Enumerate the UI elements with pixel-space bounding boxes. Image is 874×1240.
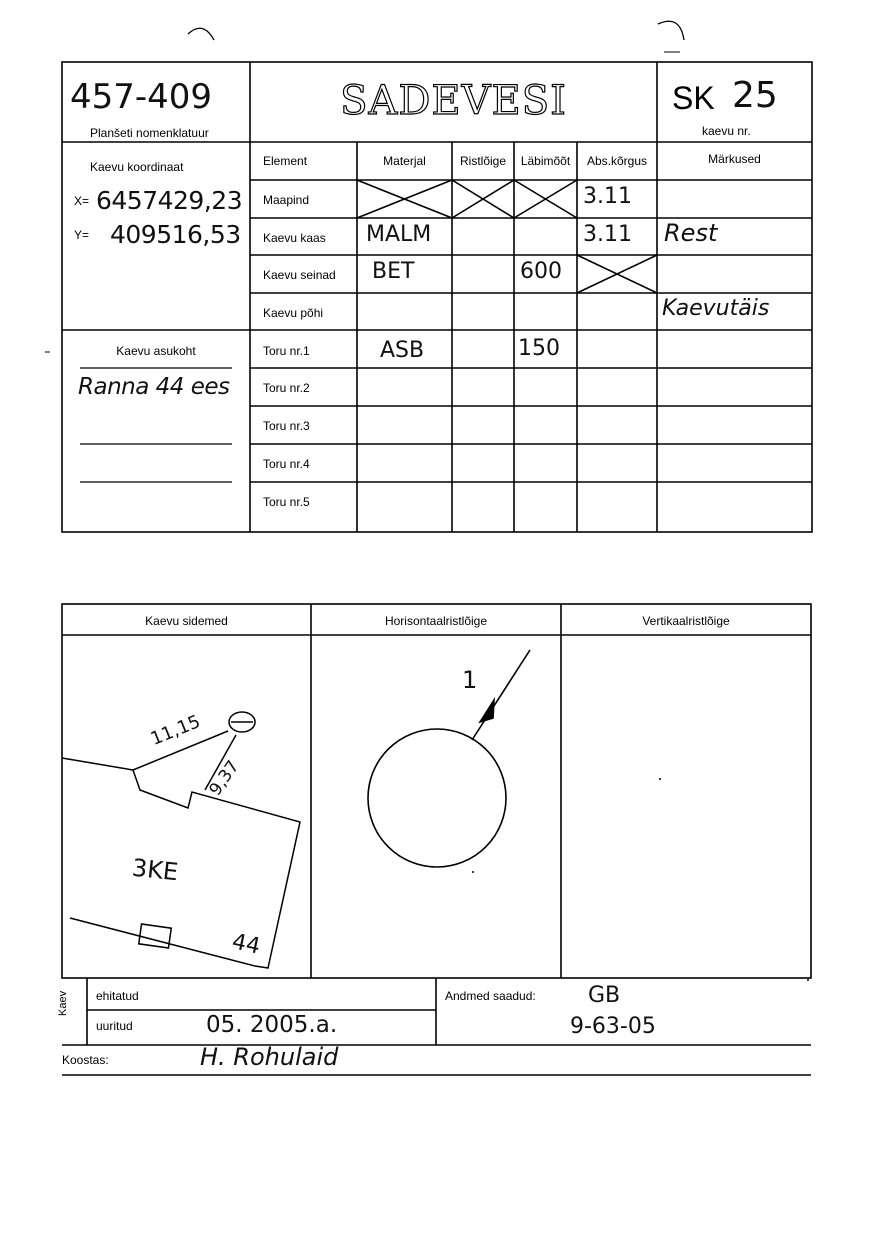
pipe-number: 1 — [462, 666, 478, 694]
sketch-header-connections: Kaevu sidemed — [145, 614, 228, 628]
cell-abs-maapind: 3.11 — [583, 184, 632, 209]
x-label: X= — [74, 194, 90, 208]
data-source-value: GB — [588, 983, 621, 1008]
x-value: 6457429,23 — [96, 186, 243, 215]
page-title: SADEVESI — [340, 78, 567, 124]
y-label: Y= — [74, 228, 90, 242]
cell-abs-kaas: 3.11 — [583, 222, 632, 247]
row-label: Toru nr.2 — [263, 381, 310, 395]
col-markused: Märkused — [708, 152, 761, 166]
col-abs: Abs.kõrgus — [586, 154, 648, 168]
location-value: Ranna 44 ees — [78, 374, 230, 400]
connection-sketch — [62, 712, 300, 968]
y-value: 409516,53 — [110, 220, 241, 249]
building-label: 3KE — [130, 853, 180, 887]
distance-label-1: 11,15 — [147, 711, 204, 750]
location-heading: Kaevu asukoht — [116, 344, 196, 358]
built-label: ehitatud — [96, 989, 139, 1003]
row-label: Toru nr.3 — [263, 419, 310, 433]
surveyed-label: uuritud — [96, 1019, 133, 1033]
col-materjal: Materjal — [383, 154, 426, 168]
surveyed-value: 05. 2005.a. — [206, 1012, 338, 1038]
row-label: Toru nr.1 — [263, 344, 310, 358]
col-labimoot: Läbimõõt — [520, 154, 571, 168]
row-label: Kaevu põhi — [263, 306, 324, 320]
sketch-header-vertical: Vertikaalristlõige — [642, 614, 730, 628]
well-label: kaevu nr. — [702, 124, 751, 138]
row-label: Toru nr.4 — [263, 457, 310, 471]
col-element: Element — [263, 154, 308, 168]
row-label: Maapind — [263, 193, 310, 207]
row-label: Kaevu seinad — [263, 268, 336, 282]
cell-materjal-kaas: MALM — [366, 222, 432, 247]
compiled-label: Koostas: — [62, 1053, 109, 1067]
sketch-header-horizontal: Horisontaalristlõige — [384, 614, 488, 628]
cell-labimoot-seinad: 600 — [520, 259, 562, 284]
house-number: 44 — [229, 929, 263, 960]
planset-label: Planšeti nomenklatuur — [90, 126, 209, 140]
cell-materjal-seinad: BET — [372, 259, 415, 284]
col-ristloige: Ristlõige — [459, 154, 507, 168]
compiled-value: H. Rohulaid — [200, 1043, 339, 1071]
cell-markused-pohi: Kaevutäis — [662, 296, 770, 321]
row-label: Kaevu kaas — [263, 231, 326, 245]
cell-markused-kaas: Rest — [664, 219, 718, 247]
data-source-ref: 9-63-05 — [570, 1014, 656, 1039]
distance-label-2: 9,37 — [205, 756, 244, 800]
cell-materjal-toru1: ASB — [380, 338, 425, 363]
cell-labimoot-toru1: 150 — [518, 336, 560, 361]
horizontal-section-sketch — [368, 650, 530, 867]
well-side-label: Kaev — [57, 990, 69, 1016]
planset-number: 457-409 — [70, 77, 213, 117]
row-label: Toru nr.5 — [263, 495, 310, 509]
data-source-label: Andmed saadud: — [445, 989, 536, 1003]
well-prefix: SK — [672, 80, 715, 116]
coordinates-heading: Kaevu koordinaat — [90, 160, 184, 174]
well-number: 25 — [732, 75, 778, 116]
